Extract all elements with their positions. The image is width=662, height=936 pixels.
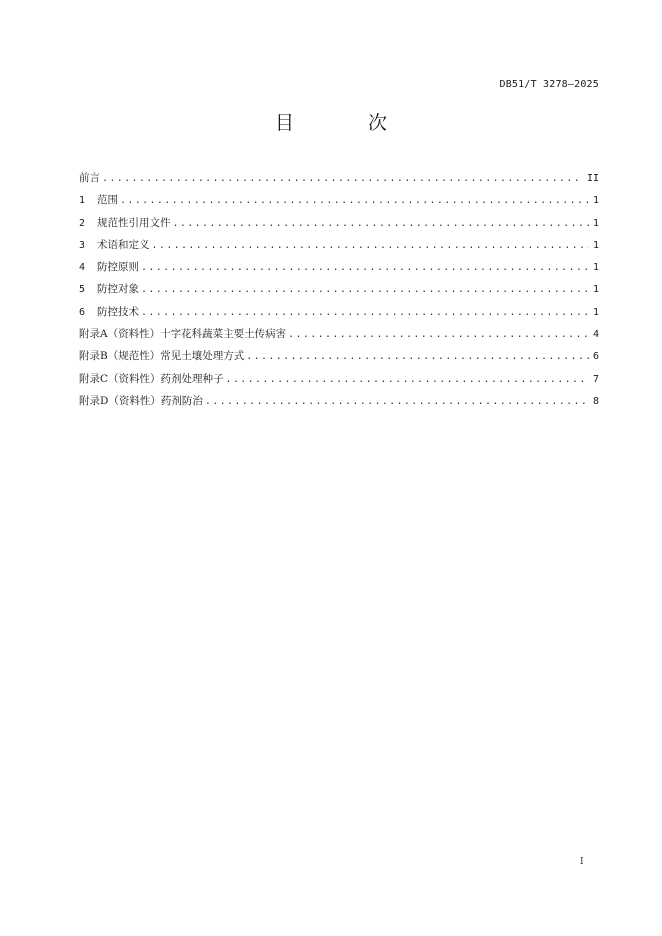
toc-dot-leader <box>120 193 589 209</box>
toc-entry-appendix-a[interactable] <box>79 326 599 348</box>
toc-entry-label: 前言 <box>79 172 100 184</box>
toc-entry-label: 术语和定义 <box>97 238 150 251</box>
toc-entry-terms-definitions[interactable] <box>79 237 599 259</box>
toc-entry-label: 防控技术 <box>97 305 139 318</box>
toc-dot-leader <box>141 260 589 276</box>
table-of-contents <box>79 170 599 415</box>
toc-entry-label: 药剂处理种子 <box>160 372 224 385</box>
toc-entry-label: 规范性引用文件 <box>97 216 171 229</box>
toc-entry-appendix-d[interactable] <box>79 393 599 415</box>
toc-entry-scope[interactable] <box>79 192 599 214</box>
toc-entry-number: 5 <box>79 284 86 296</box>
toc-entry-control-techniques[interactable] <box>79 304 599 326</box>
toc-dot-leader <box>226 372 589 388</box>
toc-dot-leader <box>141 305 589 321</box>
toc-dot-leader <box>152 238 589 254</box>
toc-entry-page: 8 <box>592 395 599 407</box>
toc-appendix-label: 附录B（规范性） <box>79 350 161 363</box>
toc-entry-label: 范围 <box>97 194 118 207</box>
toc-dot-leader <box>288 327 589 343</box>
toc-dot-leader <box>205 394 589 410</box>
toc-entry-page: 6 <box>592 351 599 363</box>
toc-entry-normative-references[interactable] <box>79 215 599 237</box>
toc-entry-number: 1 <box>79 195 86 207</box>
toc-entry-control-targets[interactable] <box>79 281 599 303</box>
toc-entry-page: II <box>586 173 599 184</box>
toc-dot-leader <box>173 216 589 232</box>
toc-entry-page: 1 <box>592 195 599 207</box>
toc-entry-control-principles[interactable] <box>79 259 599 281</box>
toc-entry-foreword[interactable] <box>79 170 599 192</box>
toc-entry-label: 常见土壤处理方式 <box>160 350 245 363</box>
toc-entry-page: 1 <box>592 284 599 296</box>
toc-entry-label: 十字花科蔬菜主要土传病害 <box>160 328 287 341</box>
toc-appendix-label: 附录C（资料性） <box>79 372 161 385</box>
toc-entry-label: 防控原则 <box>97 261 139 274</box>
toc-entry-number: 4 <box>79 262 86 274</box>
toc-dot-leader <box>102 171 583 187</box>
toc-entry-page: 4 <box>592 329 599 341</box>
toc-entry-page: 1 <box>592 217 599 229</box>
toc-entry-label: 药剂防治 <box>160 394 203 407</box>
toc-entry-number: 2 <box>79 217 86 229</box>
toc-dot-leader <box>141 282 589 298</box>
toc-entry-page: 1 <box>592 239 599 251</box>
toc-entry-page: 7 <box>592 373 599 385</box>
toc-entry-appendix-b[interactable] <box>79 348 599 370</box>
toc-entry-appendix-c[interactable] <box>79 371 599 393</box>
toc-appendix-label: 附录A（资料性） <box>79 328 161 341</box>
toc-appendix-label: 附录D（资料性） <box>79 394 161 407</box>
toc-dot-leader <box>246 349 589 365</box>
toc-entry-page: 1 <box>592 306 599 318</box>
toc-entry-page: 1 <box>592 262 599 274</box>
page-number: I <box>580 857 584 867</box>
page-title: 目 次 <box>274 112 422 134</box>
toc-entry-label: 防控对象 <box>97 283 139 296</box>
toc-entry-number: 6 <box>79 306 86 318</box>
document-code: DB51/T 3278—2025 <box>499 79 599 90</box>
toc-entry-number: 3 <box>79 239 86 251</box>
